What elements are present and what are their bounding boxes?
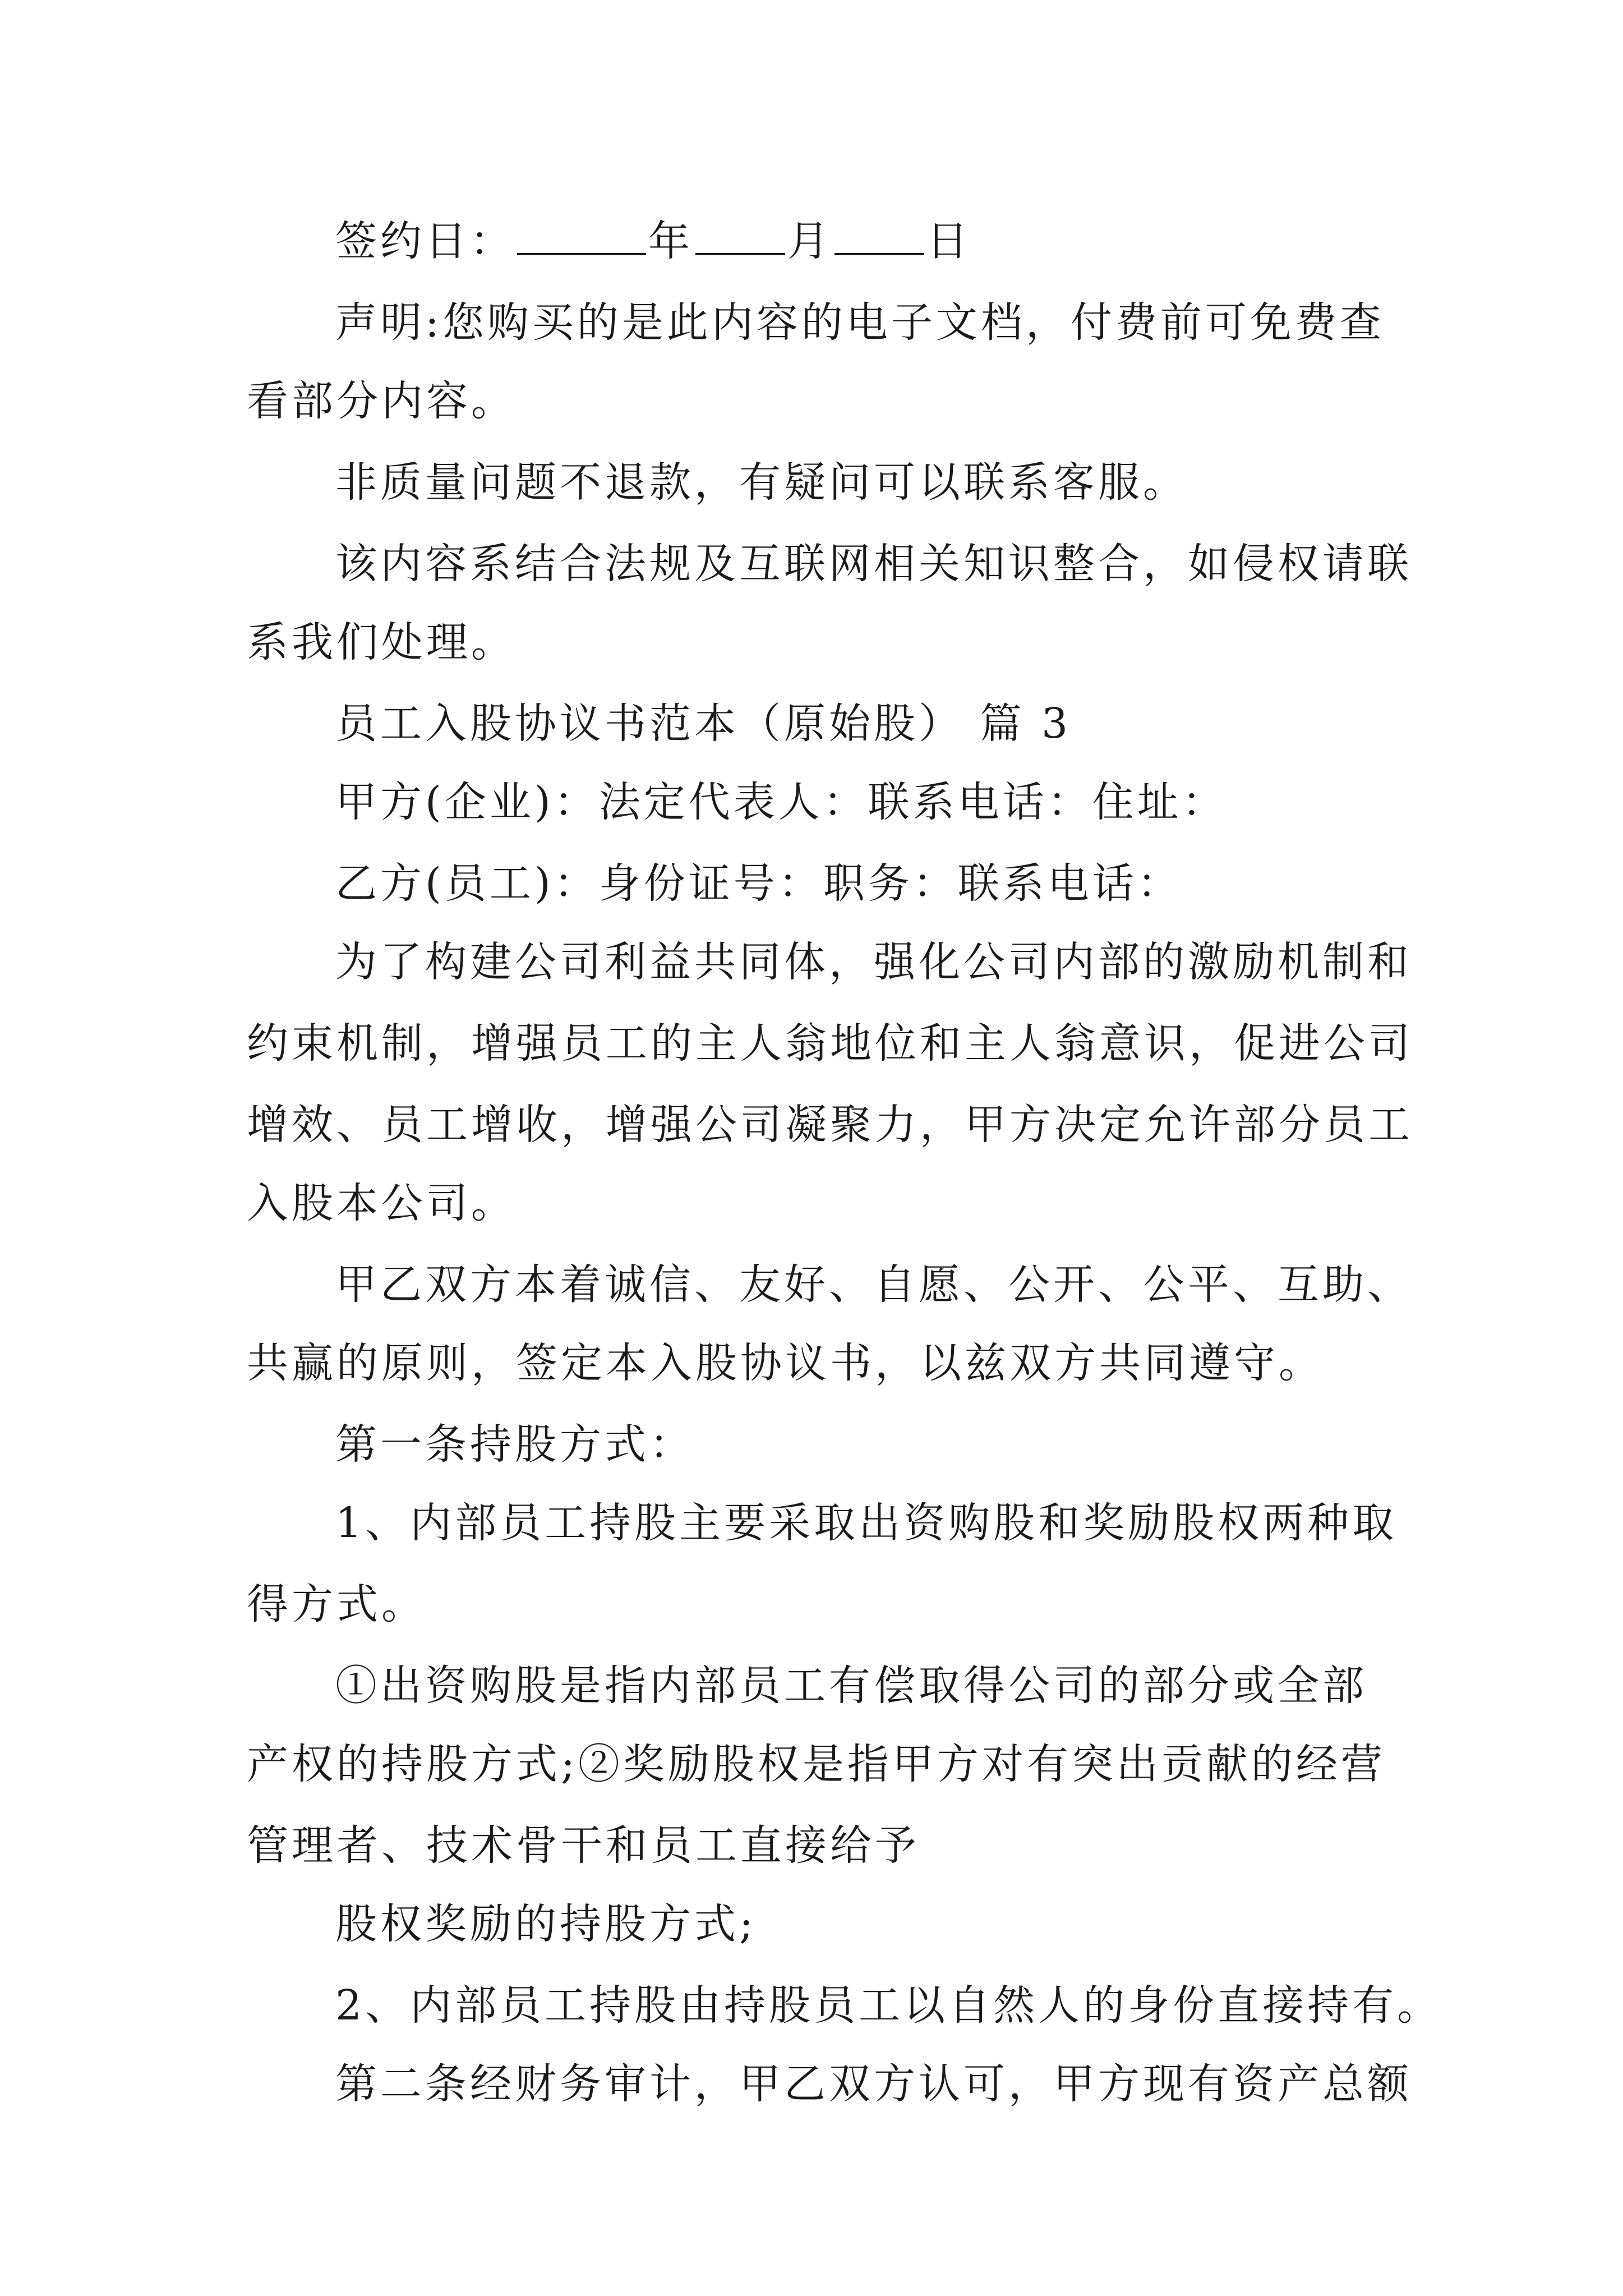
- article-1-item-2: 2、内部员工持股由持股员工以自然人的身份直接持有。: [335, 1981, 1442, 2030]
- year-label: 年: [648, 217, 693, 265]
- purpose-line-4: 入股本公司。: [247, 1179, 516, 1227]
- month-label: 月: [787, 217, 832, 265]
- disclaimer-line-2: 看部分内容。: [247, 377, 516, 425]
- article-1-detail-line-1: ①出资购股是指内部员工有偿取得公司的部分或全部: [335, 1662, 1367, 1710]
- article-1-detail-line-4: 股权奖励的持股方式;: [335, 1900, 757, 1948]
- article-1-detail-line-2: 产权的持股方式;②奖励股权是指甲方对有突出贡献的经营: [247, 1740, 1386, 1788]
- party-a-line: 甲方(企业)：法定代表人：联系电话：住址：: [335, 778, 1227, 826]
- copyright-line-1: 该内容系结合法规及互联网相关知识整合，如侵权请联: [335, 540, 1412, 588]
- purpose-line-3: 增效、员工增收，增强公司凝聚力，甲方决定允许部分员工: [247, 1101, 1413, 1149]
- principle-line-1: 甲乙双方本着诚信、友好、自愿、公开、公平、互助、: [335, 1260, 1412, 1309]
- principle-line-2: 共赢的原则，签定本入股协议书，以兹双方共同遵守。: [247, 1339, 1324, 1387]
- purpose-line-1: 为了构建公司利益共同体，强化公司内部的激励机制和: [335, 938, 1412, 986]
- article-1-heading: 第一条持股方式：: [335, 1420, 694, 1469]
- disclaimer-line-1: 声明:您购买的是此内容的电子文档，付费前可免费查: [335, 298, 1385, 347]
- day-blank: [834, 218, 924, 255]
- copyright-line-2: 系我们处理。: [247, 618, 516, 666]
- article-1-detail-line-3: 管理者、技术骨干和员工直接给予: [247, 1821, 920, 1870]
- sign-date-label: 签约日：: [335, 217, 515, 265]
- month-blank: [695, 218, 785, 255]
- article-1-item-1-line-2: 得方式。: [247, 1580, 426, 1628]
- purpose-line-2: 约束机制，增强员工的主人翁地位和主人翁意识，促进公司: [247, 1019, 1413, 1068]
- refund-notice: 非质量问题不退款，有疑问可以联系客服。: [335, 458, 1188, 507]
- article-1-item-1-line-1: 1、内部员工持股主要采取出资购股和奖励股权两种取: [335, 1499, 1398, 1547]
- article-2-line-1: 第二条经财务审计，甲乙双方认可，甲方现有资产总额: [335, 2060, 1412, 2108]
- party-b-line: 乙方(员工)：身份证号：职务：联系电话：: [335, 859, 1182, 908]
- section-title: 员工入股协议书范本（原始股） 篇 3: [335, 700, 1072, 748]
- day-label: 日: [926, 217, 971, 265]
- year-blank: [517, 218, 646, 255]
- sign-date-line: [335, 213, 971, 269]
